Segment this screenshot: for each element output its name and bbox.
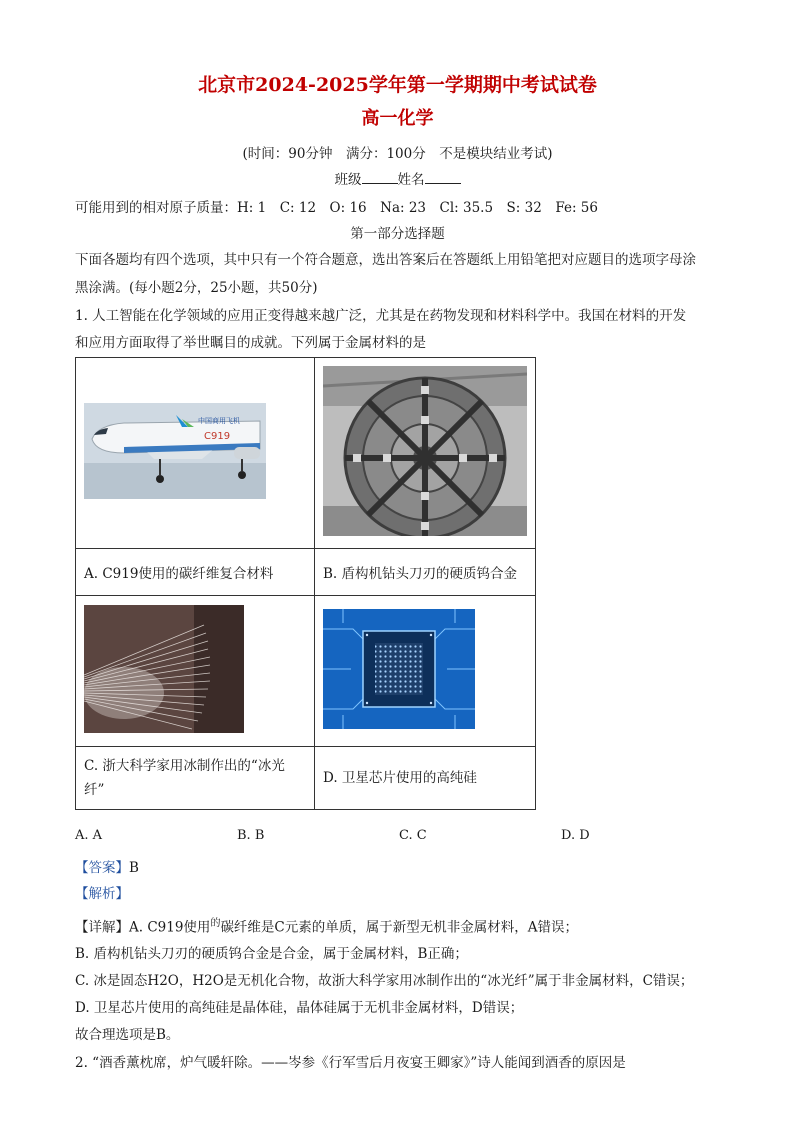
tunnel-boring-machine-image (323, 366, 527, 536)
exam-info: (时间：90分钟 满分：100分 不是模块结业考试) (242, 146, 553, 162)
ice-fiber-image (84, 605, 244, 733)
name-label: 姓名 (397, 172, 425, 188)
options-table (75, 357, 536, 810)
chip-image (323, 609, 475, 729)
explanation-b: B. 盾构机钻头刀刃的硬质钨合金是合金，属于金属材料，B正确； (75, 946, 468, 962)
plane-model-text: C919 (204, 431, 231, 442)
explanation-d: D. 卫星芯片使用的高纯硅是晶体硅，晶体硅属于无机非金属材料，D错误； (75, 1000, 524, 1016)
choice-d: D. D (561, 828, 590, 843)
option-d-label: D. 卫星芯片使用的高纯硅 (315, 747, 536, 810)
answer-line (75, 856, 139, 876)
subject-title: 高一化学 (361, 108, 434, 129)
option-c-label-line1: C. 浙大科学家用冰制作出的“冰光 (84, 758, 285, 774)
explanation-a-rest: 碳纤维是C元素的单质，属于新型无机非金属材料，A错误； (220, 919, 579, 936)
option-c-label (76, 747, 315, 810)
option-c-label-line2: 纤” (84, 782, 105, 798)
option-b-label: B. 盾构机钻头刀刃的硬质钨合金 (315, 549, 536, 596)
option-a-label: A. C919使用的碳纤维复合材料 (76, 549, 315, 596)
analysis-label: 【解析】 (75, 886, 129, 902)
plane-logo-text: 中国商用飞机 (198, 417, 240, 425)
instructions-line2: 黑涂满。(每小题2分，25小题，共50分) (75, 280, 318, 296)
option-d-image-cell (315, 596, 536, 747)
answer-value: B (129, 860, 139, 876)
answer-label: 【答案】 (75, 860, 129, 876)
explanation-c: C. 冰是固态H2O，H2O是无机化合物，故浙大科学家用冰制作出的“冰光纤”属于非金属材料，C错误； (75, 973, 694, 989)
airplane-image (84, 403, 266, 499)
option-b-image-cell (315, 358, 536, 549)
choice-b: B. B (237, 828, 265, 843)
q1-stem-line1: 1. 人工智能在化学领域的应用正变得越来越广泛，尤其是在药物发现和材料科学中。我国在材料的开发 (75, 308, 687, 324)
instructions-line1: 下面各题均有四个选项，其中只有一个符合题意，选出答案后在答题纸上用铅笔把对应题目的选项字母涂 (75, 252, 696, 268)
explanation-superscript: 的 (210, 918, 221, 929)
option-a-image-cell (76, 358, 315, 549)
class-name-line (0, 168, 795, 188)
choice-c: C. C (399, 828, 427, 843)
class-label: 班级 (334, 172, 362, 188)
name-blank (425, 182, 461, 184)
explanation-a-start: A. C919使用 (129, 919, 211, 936)
explanation-a (75, 914, 578, 936)
exam-title: 北京市2024-2025学年第一学期期中考试试卷 (198, 74, 597, 96)
q1-stem-line2: 和应用方面取得了举世瞩目的成就。下列属于金属材料的是 (75, 335, 426, 351)
class-blank (362, 182, 398, 184)
explanation-conclusion: 故合理选项是B。 (75, 1027, 180, 1043)
choice-a: A. A (75, 828, 103, 843)
option-c-image-cell (76, 596, 315, 747)
explanation-prefix: 【详解】 (75, 919, 129, 936)
q2-stem: 2. “酒香薰枕席，炉气暖轩除。——岑参《行军雪后月夜宴王卿家》”诗人能闻到酒香的原因是 (75, 1055, 626, 1071)
section-title: 第一部分选择题 (350, 226, 445, 242)
atomic-masses: 可能用到的相对原子质量：H: 1 C: 12 O: 16 Na: 23 Cl: 35.5 S: 32 Fe: 56 (75, 200, 598, 216)
